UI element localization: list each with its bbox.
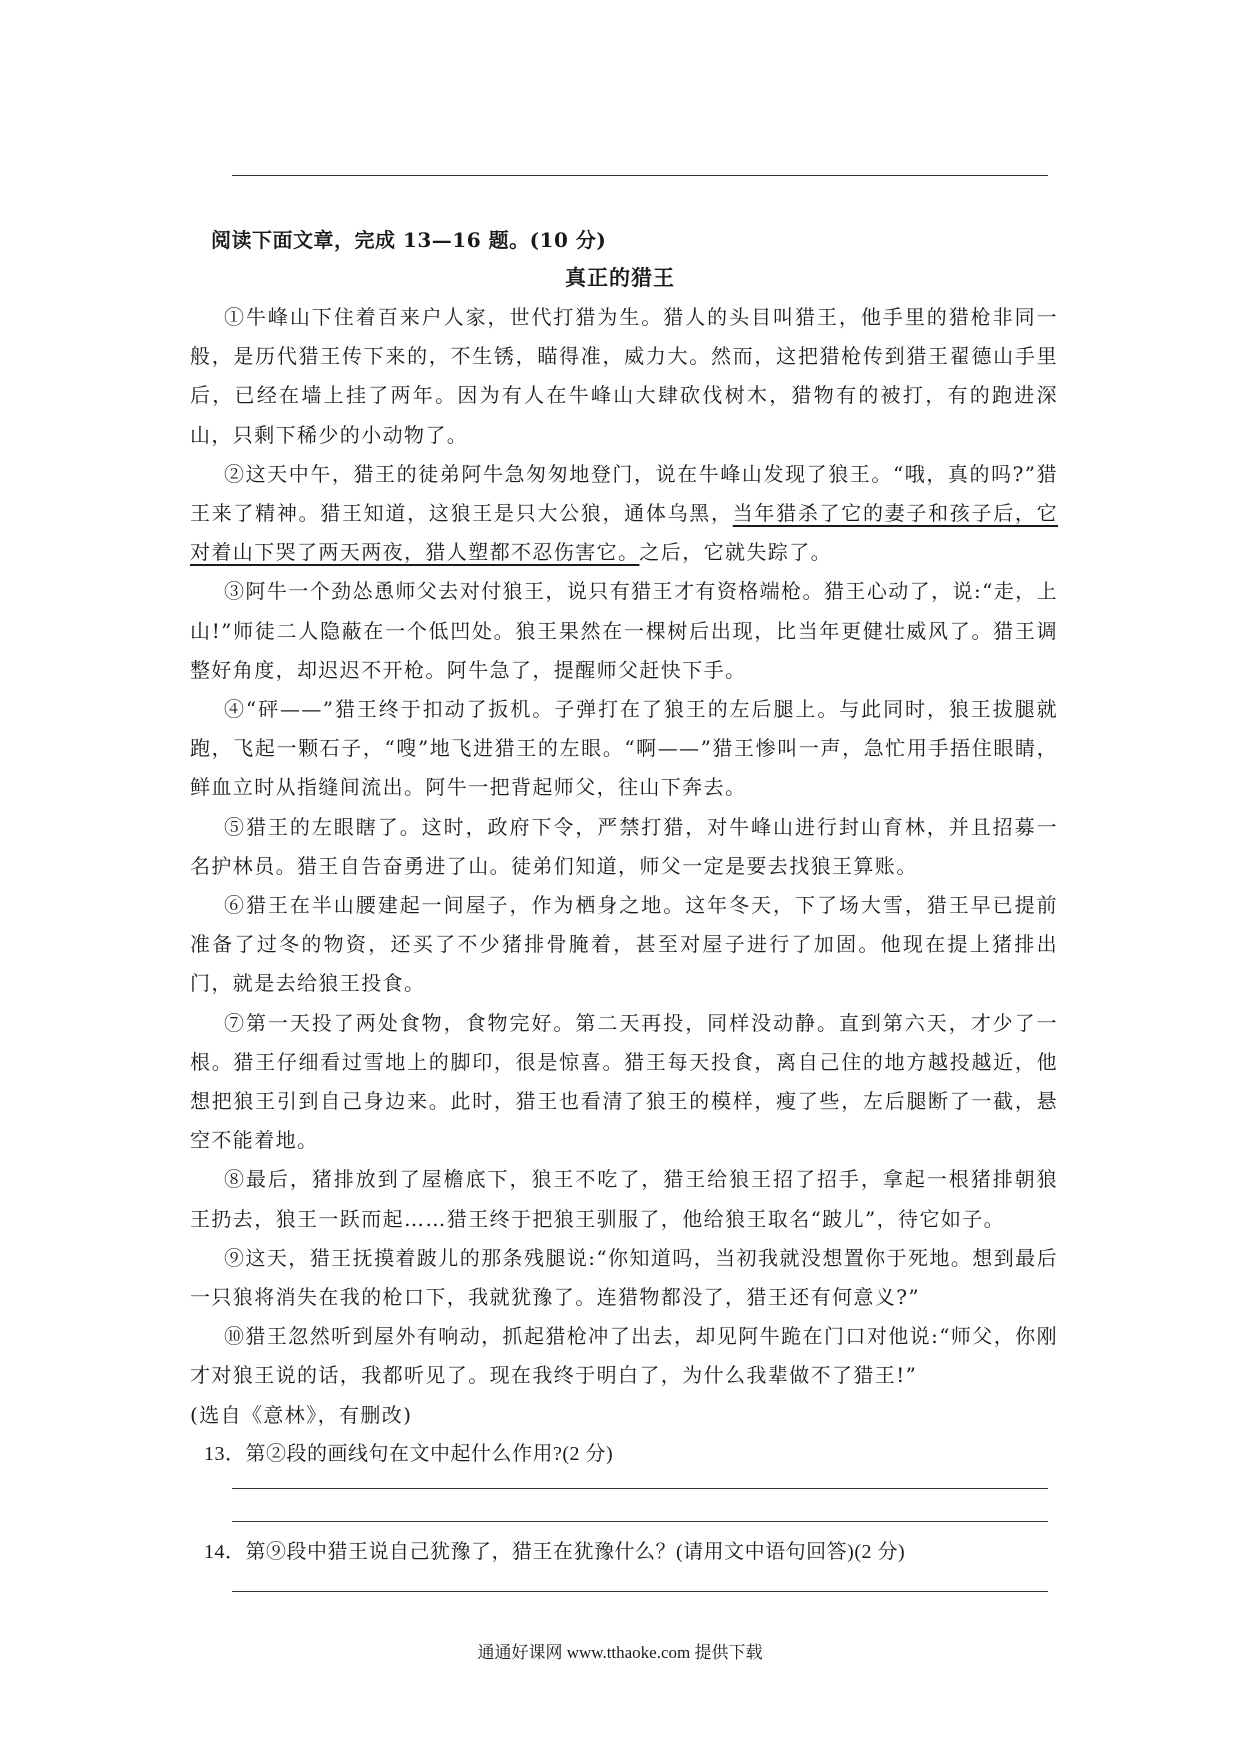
answer-line-13-2[interactable]: [232, 1521, 1048, 1522]
answer-line-14-1[interactable]: [232, 1591, 1048, 1592]
source-note: (选自《意林》，有删改): [190, 1402, 413, 1427]
underlined-sentence: 当年猎杀了它的妻子和孩子后，它对着山下哭了两天两夜，猎人塑都不忍伤害它。: [190, 501, 1059, 565]
paragraph-2-text-before: ②这天中午，猎王的徒弟阿牛急匆匆地登门，说在牛峰山发现了狼王。“哦，真的吗?”猎王来了精神。猎王知道，这狼王是只大公狼，通体乌黑，: [190, 461, 1058, 526]
paragraph-1: ①牛峰山下住着百来户人家，世代打猎为生。猎人的头目叫猎王，他手里的猎枪非同一般，是历代猎王传下来的，不生锈，瞄得准，威力大。然而，这把猎枪传到猎王翟德山手里后，已经在墙上挂了两年。因为有人在牛峰山大肆砍伐树木，猎物有的被打，有的跑进深山，只剩下稀少的小动物了。: [190, 305, 1058, 447]
paragraph-6: ⑥猎王在半山腰建起一间屋子，作为栖身之地。这年冬天，下了场大雪，猎王早已提前准备了过冬的物资，还买了不少猪排骨腌着，甚至对屋子进行了加固。他现在提上猪排出门，就是去给狼王投食。: [190, 893, 1058, 996]
paragraph-2: [190, 455, 1058, 573]
answer-line-13-1[interactable]: [232, 1488, 1048, 1489]
paragraph-8: ⑧最后，猪排放到了屋檐底下，狼王不吃了，猎王给狼王招了招手，拿起一根猪排朝狼王扔去，狼王一跃而起……猎王终于把狼王驯服了，他给狼王取名“跛儿”，待它如子。: [190, 1167, 1058, 1231]
article-title: 真正的猎王: [565, 265, 675, 290]
question-14: 14．第⑨段中猎王说自己犹豫了，猎王在犹豫什么？(请用文中语句回答)(2 分): [204, 1541, 906, 1563]
paragraph-9: ⑨这天，猎王抚摸着跛儿的那条残腿说:“你知道吗，当初我就没想置你于死地。想到最后一只狼将消失在我的枪口下，我就犹豫了。连猎物都没了，猎王还有何意义?”: [190, 1245, 1058, 1310]
page-footer: 通通好课网 www.tthaoke.com 提供下载: [477, 1643, 763, 1662]
paragraph-3: ③阿牛一个劲怂恿师父去对付狼王，说只有猎王才有资格端枪。猎王心动了，说:“走，上山!”师徒二人隐蔽在一个低凹处。狼王果然在一棵树后出现，比当年更健壮威风了。猎王调整好角度，却迟迟不开枪。阿牛急了，提醒师父赶快下手。: [190, 579, 1058, 682]
paragraph-2-text-after: 之后，它就失踪了。: [639, 540, 833, 565]
reading-instruction: 阅读下面文章，完成 13—16 题。(10 分): [211, 228, 607, 252]
paragraph-5: ⑤猎王的左眼瞎了。这时，政府下令，严禁打猎，对牛峰山进行封山育林，并且招募一名护林员。猎王自告奋勇进了山。徒弟们知道，师父一定是要去找狼王算账。: [190, 814, 1058, 878]
question-13: 13．第②段的画线句在文中起什么作用?(2 分): [204, 1443, 614, 1465]
top-divider: [232, 175, 1048, 176]
paragraph-7: ⑦第一天投了两处食物，食物完好。第二天再投，同样没动静。直到第六天，才少了一根。猎王仔细看过雪地上的脚印，很是惊喜。猎王每天投食，离自己住的地方越投越近，他想把狼王引到自己身边来。此时，猎王也看清了狼王的模样，瘦了些，左后腿断了一截，悬空不能着地。: [190, 1010, 1058, 1153]
article-body: [190, 298, 1058, 1435]
paragraph-4: ④“砰——”猎王终于扣动了扳机。子弹打在了狼王的左后腿上。与此同时，狼王拔腿就跑，飞起一颗石子，“嗖”地飞进猎王的左眼。“啊——”猎王惨叫一声，急忙用手捂住眼睛，鲜血立时从指缝间流出。阿牛一把背起师父，往山下奔去。: [190, 697, 1058, 800]
paragraph-10: ⑩猎王忽然听到屋外有响动，抓起猎枪冲了出去，却见阿牛跪在门口对他说:“师父，你刚才对狼王说的话，我都听见了。现在我终于明白了，为什么我辈做不了猎王!”: [190, 1324, 1058, 1388]
